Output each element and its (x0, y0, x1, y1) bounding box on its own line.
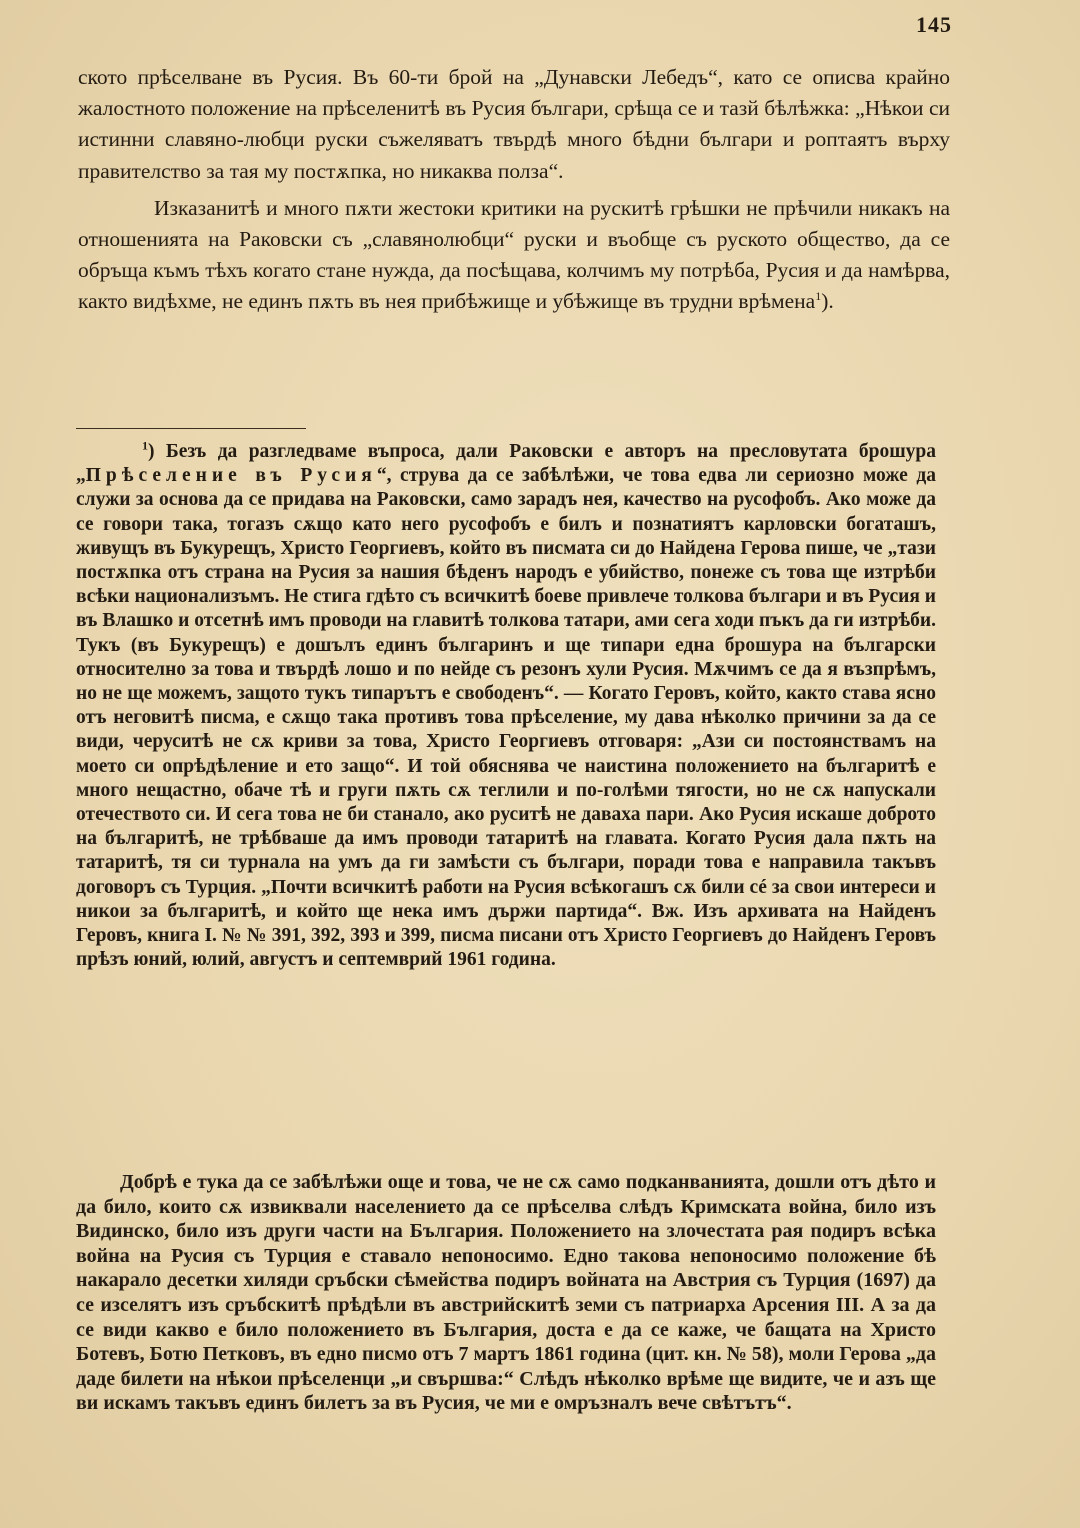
footnote-marker: 1 (142, 438, 148, 453)
paragraph-criticism (78, 193, 950, 318)
brochure-title: Прѣселение въ Русия (85, 465, 377, 487)
paragraph-emigration: Добрѣ е тука да се забѣлѣжи още и това, че не сѫ само подканванията, дошли отъ дѣто и да било, които сѫ извиквали населението да се прѣселва слѣдъ Кримската война, било изъ Видинско, било изъ други части на България. Положението на злочестата рая подиръ всѣка война на Русия съ Турция е ставало непоносимо. Едно такова непоносимо положение бѣ накарало десетки хиляди сръбски сѣмейства подиръ войната на Австрия съ Турция (1697) да се изселятъ изъ сръбскитѣ прѣдѣли въ австрийскитѣ земи съ патриарха Арсения III. А за да се види какво е било положението въ България, доста е да се каже, че бащата на Христо Ботевъ, Ботю Петковъ, въ едно писмо отъ 7 мартъ 1861 година (цит. кн. № 58), моли Герова „да даде билети на нѣкои прѣселенци „и свършва:“ Слѣдъ нѣколко врѣме ще видите, че и азъ ще ви искамъ такъвъ единъ билетъ за въ Русия, че ми е омръзналъ вече свѣтътъ“. (76, 1171, 936, 1415)
page-number: 145 (916, 12, 952, 37)
footnote-body (76, 440, 936, 972)
paragraph-continuation: ското прѣселване въ Русия. Въ 60-ти брой на „Дунавски Лебедъ“, като се описва крайно жалостното положение на прѣселенитѣ въ Русия българи, срѣща се и тазй бѣлѣжка: „Нѣкои си истинни славяно-любци руски съжеляватъ твърдѣ много бѣдни българи и роптаятъ върху правителство за тая му постѫпка, но никаква полза“. (78, 65, 950, 183)
footnote-text-a: ) Безъ да разгледваме въпроса, дали Раковски е авторъ на пресловутата брошура „ (76, 441, 936, 487)
footnote (76, 440, 936, 972)
footnote-reference: 1 (815, 289, 822, 304)
paragraph-criticism-end: ). (821, 289, 834, 314)
footnote-divider (76, 428, 306, 429)
closing-text (76, 1170, 936, 1416)
footnote-text-b: “, струва да се забѣлѣжи, че това едва ли сериозно може да служи за основа да се придава на Раковски, само зарадъ нея, качество на русофобъ. Ако може да се говори така, тогазъ сѫщо като него русофобъ е билъ и познатиятъ карловски богаташъ, живущъ въ Букурещъ, Христо Георгиевъ, който въ писмата си до Найдена Герова пише, че „тази постѫпка отъ страна на Русия за нашия бѣденъ народъ е убийство, понеже съ това ще изтрѣби всѣки национализъмъ. Не стига гдѣто съ всичкитѣ боеве привлече толкова българи и въ Русия и въ Влашко и отсетнѣ имъ проводи на главитѣ толкова татари, ами сега ходи пъкъ да ги изтрѣби. Тукъ (въ Букурещъ) е дошълъ единъ българинъ и ще типари една брошура на български относително за това и твърдѣ лошо и по нейде съ резонъ хули Русия. Мѫчимъ се да я възпрѣмъ, но не ще можемъ, защото тукъ типарътъ е свободенъ“. — Когато Геровъ, който, както става ясно отъ неговитѣ писма, е сѫщо така противъ това прѣселение, му дава нѣколко причини за да се види, черуситѣ не сѫ криви за това, Христо Георгиевъ отговаря: „Ази си постоянствамъ на моето си опрѣдѣление и ето защо“. И той обяснява че наистина положението на българитѣ е много нещастно, обаче тѣ и груги пѫть сѫ теглили и по-голѣми тягости, но не сѫ напускали отечеството си. И сега това не би станало, ако руситѣ не даваха пари. Ако Русия искаше доброто на българитѣ, не трѣбваше да имъ проводи татаритѣ на главата. Когато Русия дала пѫть на татаритѣ, тя си турнала на умъ да ги замѣсти съ българи, поради това е направила такъвъ договоръ съ Турция. „Почти всичкитѣ работи на Русия всѣкогашъ сѫ били сé за свои интереси и никои за българитѣ, и който ще нека имъ държи партида“. Вж. Изъ архивата на Найденъ Геровъ, книга I. № № 391, 392, 393 и 399, писма писани отъ Христо Георгиевъ до Найденъ Геровъ прѣзъ юний, юлий, августъ и септемврий 1961 година. (76, 465, 936, 971)
main-text (78, 62, 950, 318)
paragraph-criticism-text: Изказанитѣ и много пѫти жестоки критики на рускитѣ грѣшки не прѣчили никакъ на отношенията на Раковски съ „славянолюбци“ руски и въобще съ руското общество, да се обръща къмъ тѣхъ когато стане нужда, да посѣщава, колчимъ му потрѣба, Русия и да намѣрва, както видѣхме, не единъ пѫть въ нея прибѣжище и убѣжище въ трудни врѣмена (78, 195, 950, 314)
